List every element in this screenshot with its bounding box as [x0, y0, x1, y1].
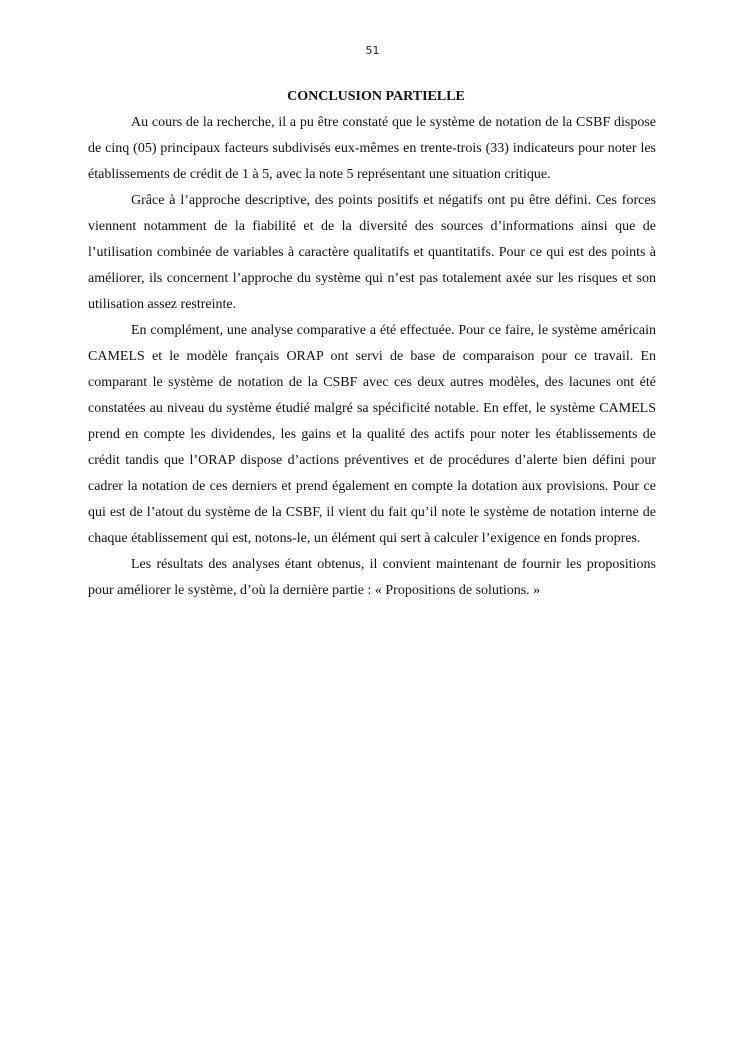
page-content [88, 84, 656, 604]
paragraph-1: Au cours de la recherche, il a pu être constaté que le système de notation de la CSBF dispose de cinq (05) principaux facteurs subdivisés eux-mêmes en trente-trois (33) indicateurs pour noter les établissements de crédit de 1 à 5, avec la note 5 représentant une situation critique. [88, 115, 656, 182]
page-number: 51 [365, 44, 380, 57]
section-heading: CONCLUSION PARTIELLE [287, 89, 465, 104]
paragraph-3: En complément, une analyse comparative a été effectuée. Pour ce faire, le système américain CAMELS et le modèle français ORAP ont servi de base de comparaison pour ce travail. En comparant le système de notation de la CSBF avec ces deux autres modèles, des lacunes ont été constatées au niveau du système étudié malgré sa spécificité notable. En effet, le système CAMELS prend en compte les dividendes, les gains et la qualité des actifs pour noter les établissements de crédit tandis que l’ORAP dispose d’actions préventives et de procédures d’alerte bien défini pour cadrer la notation de ces derniers et prend également en compte la dotation aux provisions. Pour ce qui est de l’atout du système de la CSBF, il vient du fait qu’il note le système de notation interne de chaque établissement qui est, notons-le, un élément qui sert à calculer l’exigence en fonds propres. [88, 323, 656, 546]
paragraph-2: Grâce à l’approche descriptive, des points positifs et négatifs ont pu être défini. Ces forces viennent notamment de la fiabilité et de la diversité des sources d’informations ainsi que de l’utilisation combinée de variables à caractère qualitatifs et quantitatifs. Pour ce qui est des points à améliorer, ils concernent l’approche du système qui n’est pas totalement axée sur les risques et son utilisation assez restreinte. [88, 193, 656, 312]
paragraph-4: Les résultats des analyses étant obtenus, il convient maintenant de fournir les propositions pour améliorer le système, d’où la dernière partie : « Propositions de solutions. » [88, 557, 656, 598]
